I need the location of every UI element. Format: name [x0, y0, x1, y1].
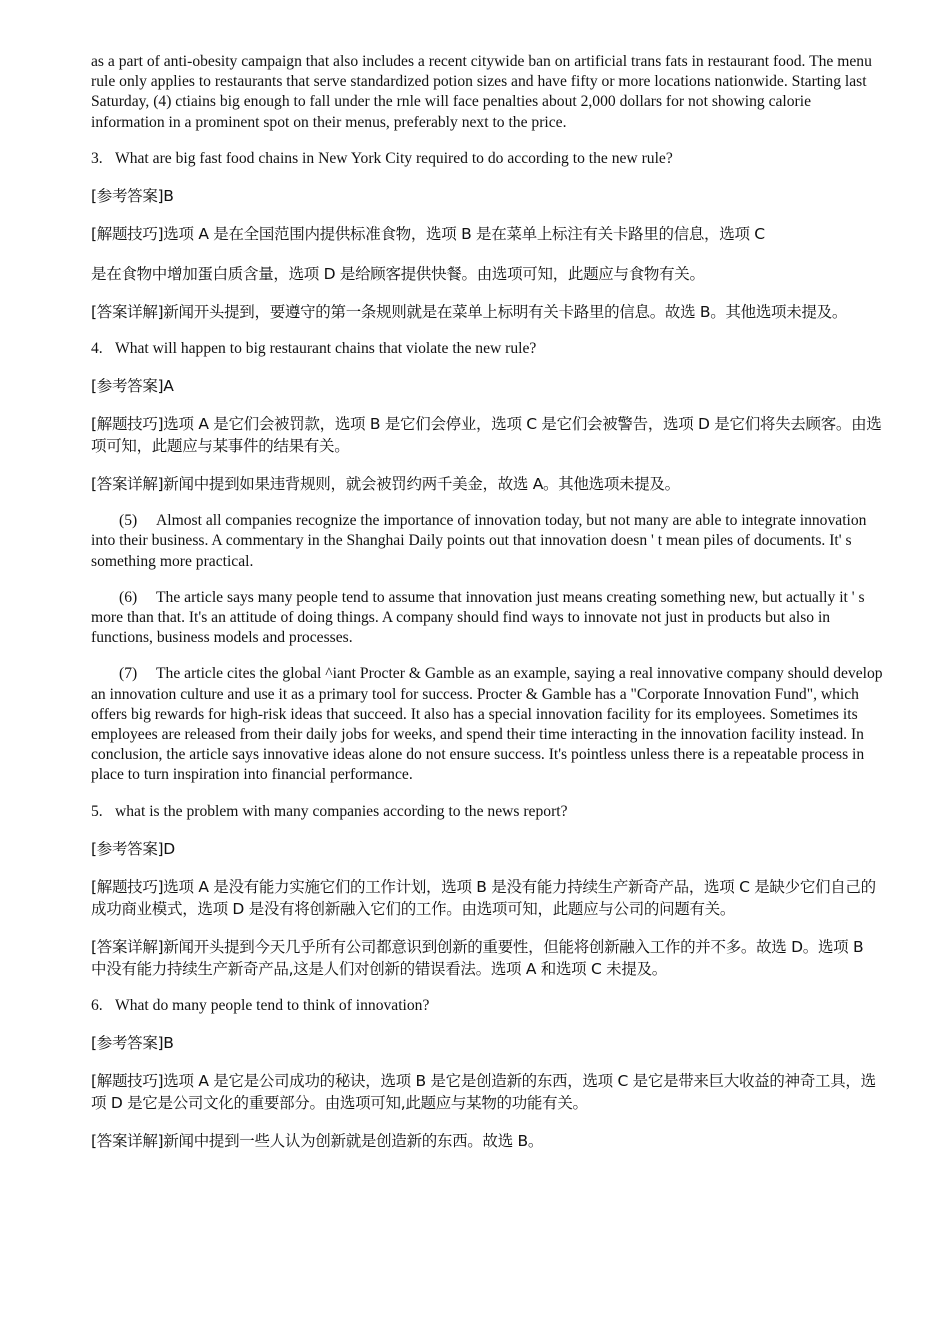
passage-paragraph-5-number: (5)	[119, 512, 138, 530]
question-3-detail: [答案详解]新闻开头提到，要遵守的第一条规则就是在菜单上标明有关卡路里的信息。故选 B。其他选项未提及。	[91, 303, 848, 322]
passage-paragraph-7	[91, 664, 883, 785]
question-6-tips: [解题技巧]选项 A 是它是公司成功的秘诀，选项 B 是它是创造新的东西，选项 C 是它是带来巨大收益的神奇工具，选项 D 是它是公司文化的重要部分。由选项可知,此题应与某物的功能有关。	[91, 1072, 876, 1113]
question-5-text: what is the problem with many companies according to the news report?	[115, 802, 568, 820]
question-3-text: What are big fast food chains in New York City required to do according to the new rule?	[115, 149, 673, 167]
question-6-detail: [答案详解]新闻中提到一些人认为创新就是创造新的东西。故选 B。	[91, 1132, 544, 1151]
question-3-tips-line1: [解题技巧]选项 A 是在全国范围内提供标准食物，选项 B 是在菜单上标注有关卡路里的信息，选项 C	[91, 225, 765, 244]
question-3-number: 3.	[91, 149, 103, 167]
question-5-tips: [解题技巧]选项 A 是没有能力实施它们的工作计划，选项 B 是没有能力持续生产新奇产品，选项 C 是缺少它们自己的成功商业模式，选项 D 是没有将创新融入它们的工作。由选项可知，此题应与公司的问题有关。	[91, 877, 876, 918]
passage-paragraph-5	[91, 511, 883, 572]
question-4-number: 4.	[91, 340, 103, 358]
question-5-answer: [参考答案]D	[91, 839, 175, 858]
passage-paragraph-7-number: (7)	[119, 665, 138, 683]
passage-paragraph-6-number: (6)	[119, 588, 138, 606]
question-3-tips-line2: 是在食物中增加蛋白质含量，选项 D 是给顾客提供快餐。由选项可知，此题应与食物有关。	[91, 265, 705, 284]
question-5-number: 5.	[91, 802, 103, 820]
question-5-detail: [答案详解]新闻开头提到今天几乎所有公司都意识到创新的重要性，但能将创新融入工作的并不多。故选 D。选项 B 中没有能力持续生产新奇产品,这是人们对创新的错误看法。选项 A 和选项 C 未提及。	[91, 937, 864, 978]
question-4-tips: [解题技巧]选项 A 是它们会被罚款，选项 B 是它们会停业，选项 C 是它们会被警告，选项 D 是它们将失去顾客。由选项可知，此题应与某事件的结果有关。	[91, 415, 882, 456]
document-page	[91, 52, 883, 1168]
question-4-detail: [答案详解]新闻中提到如果违背规则，就会被罚约两千美金，故选 A。其他选项未提及。	[91, 475, 680, 494]
question-4-answer: [参考答案]A	[91, 377, 174, 396]
passage-paragraph-6-text: The article says many people tend to assume that innovation just means creating something new, but actually it ' s more than that. It's an attitude of doing things. A company should find ways to innovate not just in products but also in functions, business models and processes.	[91, 588, 865, 647]
question-6	[91, 996, 883, 1016]
question-6-number: 6.	[91, 996, 103, 1014]
passage-paragraph-6	[91, 588, 883, 649]
question-4	[91, 339, 883, 359]
question-6-answer: [参考答案]B	[91, 1034, 174, 1053]
question-6-text: What do many people tend to think of innovation?	[115, 996, 430, 1014]
question-4-text: What will happen to big restaurant chains that violate the new rule?	[115, 340, 537, 358]
passage-paragraph-7-text: The article cites the global ^iant Procter & Gamble as an example, saying a real innovative company should develop an innovation culture and use it as a primary tool for success. Procter & Gamble has a "Corporate Innovation Fund", which offers big rewards for high-risk ideas that succeed. It also has a special innovation facility for its employees. Sometimes its employees are released from their daily jobs for weeks, and spend their time interacting in the innovation facility instead. In conclusion, the article says innovative ideas alone do not ensure success. It's pointless unless there is a repeatable process in place to turn inspiration into financial performance.	[91, 665, 883, 784]
question-3-answer: [参考答案]B	[91, 187, 174, 206]
question-3	[91, 149, 883, 169]
question-5	[91, 802, 883, 822]
intro-paragraph: as a part of anti-obesity campaign that also includes a recent citywide ban on artificial trans fats in restaurant food. The menu rule only applies to restaurants that serve standardized potion sizes and have fifty or more locations nationwide. Starting last Saturday, (4) ctiains big enough to fall under the rnle will face penalties about 2,000 dollars for not showing calorie information in a prominent spot on their menus, preferably next to the price.	[91, 53, 872, 131]
passage-paragraph-5-text: Almost all companies recognize the importance of innovation today, but not many are able to integrate innovation into their business. A commentary in the Shanghai Daily points out that innovation doesn ' t mean piles of documents. It' s something more practical.	[91, 512, 867, 570]
